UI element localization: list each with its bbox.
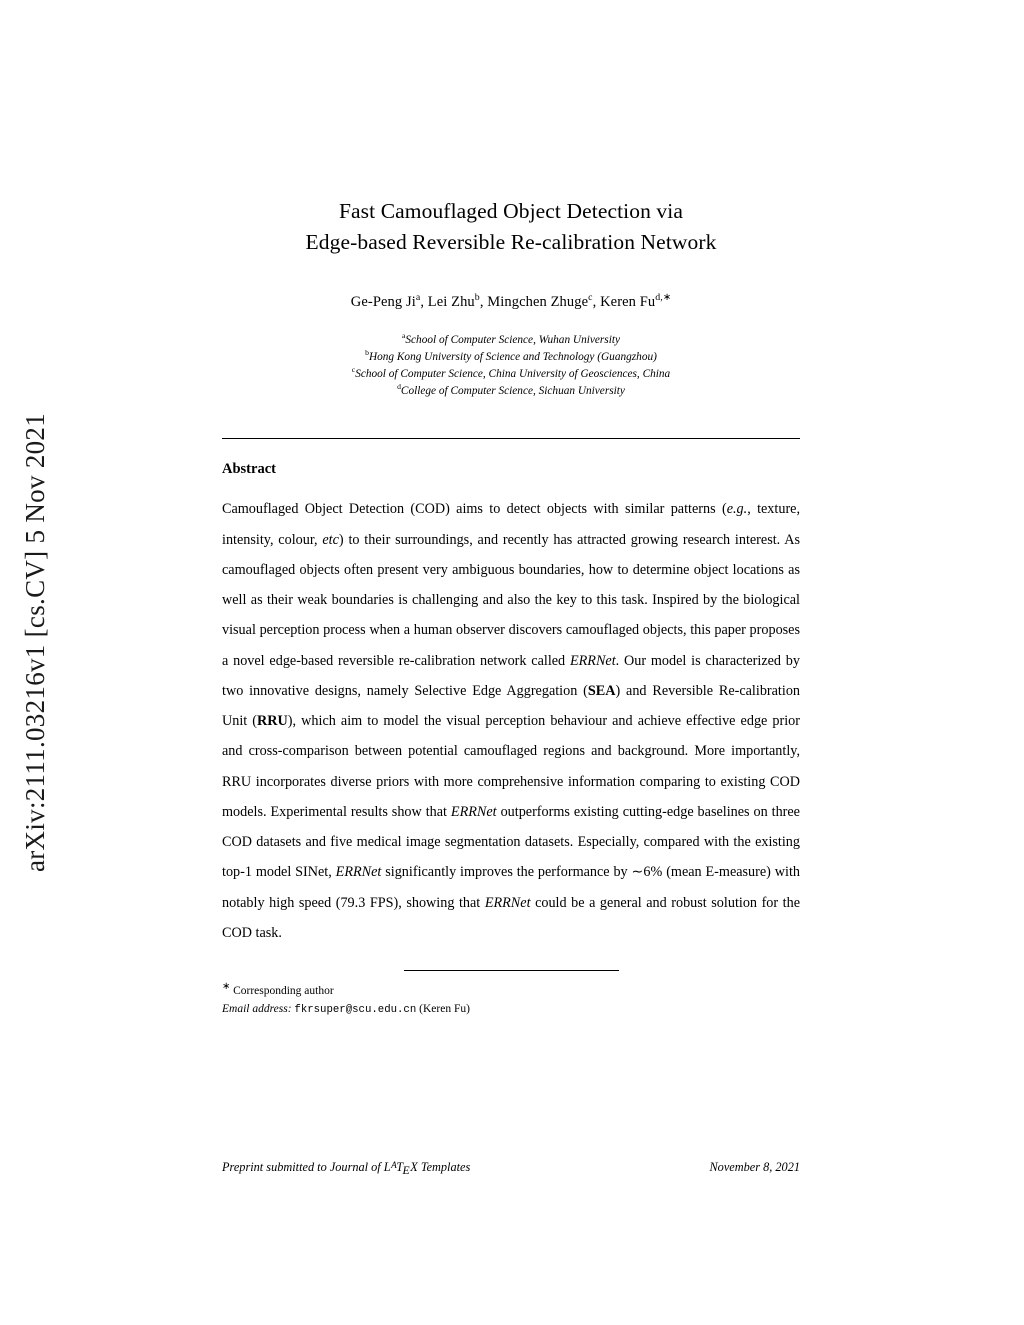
abstract-emph: etc (322, 531, 339, 548)
latex-l: L (383, 1160, 391, 1174)
author-separator: , (479, 294, 488, 311)
latex-t: T (396, 1160, 404, 1174)
latex-logo (383, 1160, 418, 1177)
abstract-emph: e.g. (726, 501, 748, 518)
abstract-run: , texture, intensity, colour, (222, 501, 801, 548)
corresponding-author-text: Corresponding author (233, 984, 334, 997)
author-affiliation-marker: b (474, 292, 480, 304)
affiliation-marker: c (351, 364, 356, 374)
author-list (222, 292, 800, 311)
paper-page (222, 0, 800, 1325)
abstract-run: ) and Reversible Re-calibration Unit ( (222, 682, 801, 730)
email-address-link[interactable]: fkrsuper@scu.edu.cn (294, 1003, 417, 1016)
abstract-heading: Abstract (222, 461, 276, 478)
email-note (222, 1001, 800, 1019)
abstract-run: significantly improves the performance by ∼6% (mean E-measure) with notably high speed (79.3 FPS), showing that (222, 864, 800, 911)
page-footer (222, 1160, 800, 1175)
footer-journal-prefix: Preprint submitted to Journal of (222, 1160, 384, 1174)
abstract-run: outperforms existing cutting-edge baselines on three COD datasets and five medical image segmentation datasets. Especially, compared with the existing top-1 model SINet, (222, 803, 800, 881)
affiliation-item (222, 382, 800, 399)
latex-a: A (391, 1160, 397, 1171)
latex-e: E (402, 1163, 410, 1177)
abstract-run: ), which aim to model the visual perception behaviour and achieve effective edge prior and cross-comparison between potential camouflaged regions and background. More importantly, RRU incorporates diverse priors with more comprehensive information comparing to existing COD models. Experimental results show that (222, 713, 801, 820)
title-line-2: Edge-based Reversible Re-calibration Network (305, 230, 717, 255)
footnote-block (222, 979, 800, 1018)
title-line-1: Fast Camouflaged Object Detection via (338, 199, 683, 223)
author-separator: , (420, 294, 428, 311)
email-label: Email address: (222, 1002, 292, 1015)
corresponding-author-note (222, 979, 800, 1001)
abstract-run: . Our model is characterized by two innovative designs, namely Selective Edge Aggregation ( (222, 652, 800, 699)
abstract-emph: ERRNet (450, 803, 497, 820)
abstract-emph: ERRNet (335, 864, 382, 881)
arxiv-identifier-text: arXiv:2111.03216v1 [cs.CV] 5 Nov 2021 (19, 412, 50, 873)
footnote-divider (404, 970, 619, 971)
author-name: Ge-Peng Ji (350, 294, 416, 311)
affiliation-item (222, 365, 800, 382)
affiliation-list (222, 331, 800, 398)
arxiv-identifier-stamp (0, 0, 70, 1325)
affiliation-text: School of Computer Science, China University of Geosciences, China (355, 367, 671, 380)
abstract-run: ) to their surroundings, and recently has attracted growing research interest. As camouflaged objects often present very ambiguous boundaries, how to determine object locations as well as their weak boundaries is challenging and also the key to this task. Inspired by the biological visual perception process when a human observer discovers camouflaged objects, this paper proposes a novel edge-based reversible re-calibration network called (222, 531, 801, 669)
affiliation-marker: a (401, 331, 406, 341)
footer-date: November 8, 2021 (709, 1160, 800, 1174)
abstract-emph: ERRNet (569, 652, 616, 669)
footnote-marker: ∗ (222, 981, 231, 993)
footer-journal-suffix: Templates (417, 1160, 471, 1174)
abstract-strong: RRU (257, 713, 288, 730)
author-name: Mingchen Zhuge (487, 294, 589, 311)
author-name: Keren Fu (600, 294, 656, 311)
author-affiliation-marker: a (415, 292, 421, 304)
affiliation-marker: b (365, 347, 369, 357)
affiliation-text: College of Computer Science, Sichuan University (400, 384, 625, 397)
abstract-strong: SEA (587, 682, 616, 699)
affiliation-text: Hong Kong University of Science and Technology (Guangzhou) (368, 350, 657, 363)
abstract-emph: ERRNet (484, 894, 531, 911)
author-name: Lei Zhu (427, 294, 475, 311)
abstract-run: could be a general and robust solution for the COD task. (222, 894, 800, 941)
abstract-text (222, 494, 800, 948)
affiliation-marker: d (397, 381, 401, 391)
affiliation-item (222, 348, 800, 365)
abstract-run: Camouflaged Object Detection (COD) aims to detect objects with similar patterns ( (222, 501, 727, 518)
affiliation-item (222, 331, 800, 348)
author-affiliation-marker: c (588, 292, 593, 304)
email-owner: (Keren Fu) (419, 1002, 470, 1015)
footer-left (222, 1160, 470, 1175)
abstract-top-divider (222, 438, 800, 439)
author-separator: , (592, 294, 601, 311)
affiliation-text: School of Computer Science, Wuhan University (405, 333, 620, 346)
author-affiliation-marker: d,∗ (655, 292, 672, 304)
latex-x: X (410, 1160, 418, 1174)
page-title (222, 196, 800, 258)
